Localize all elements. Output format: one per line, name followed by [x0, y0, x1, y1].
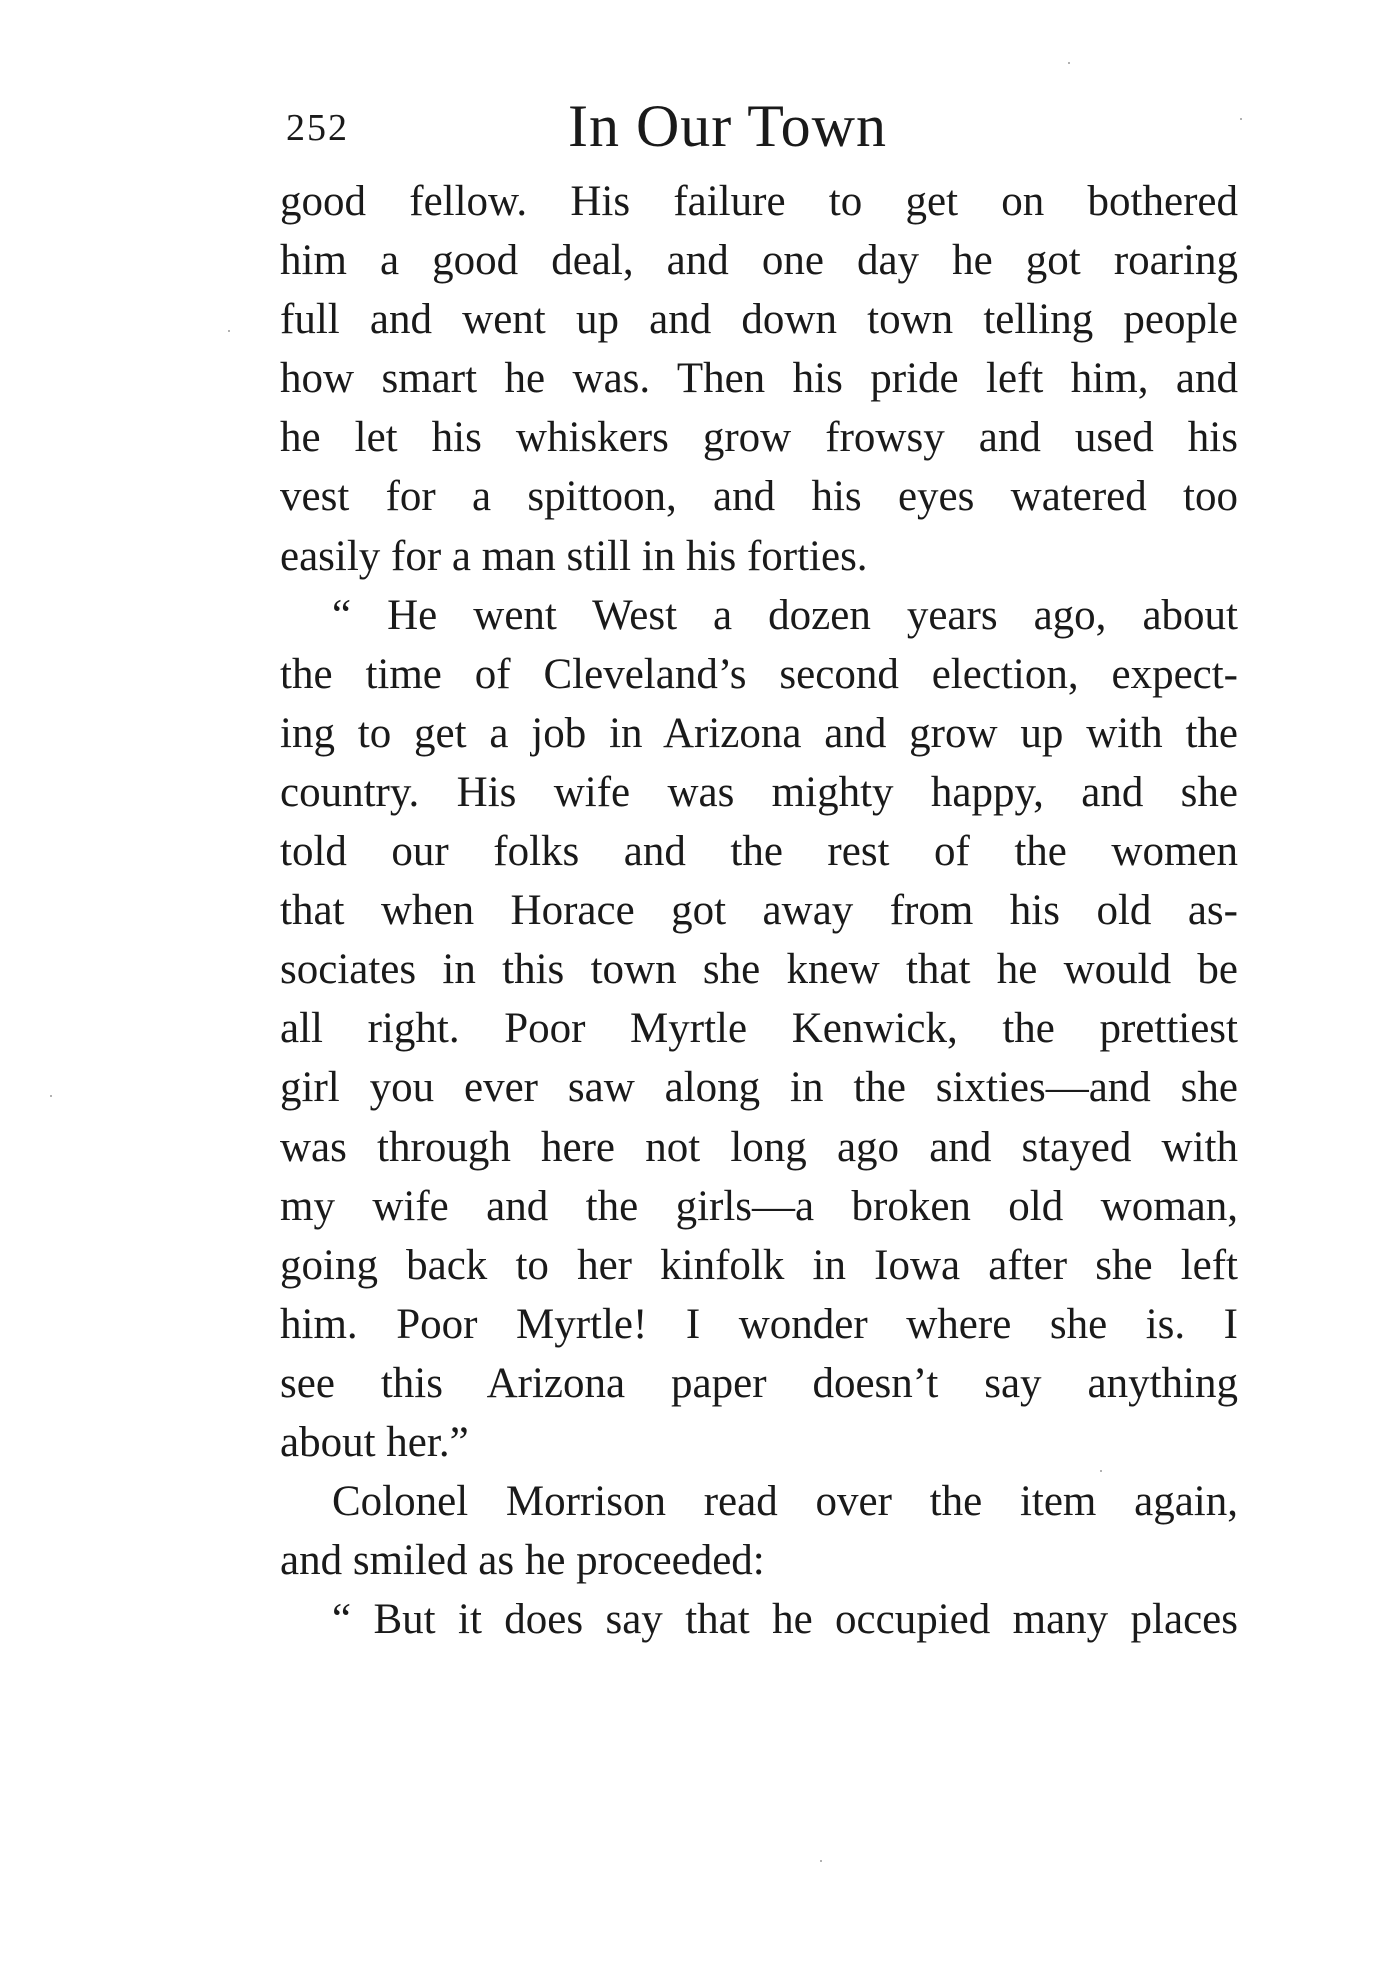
text-line: vest for a spittoon, and his eyes watered too	[280, 473, 1238, 521]
text-line: him. Poor Myrtle! I wonder where she is. I	[280, 1300, 1238, 1348]
text-line: was through here not long ago and stayed with	[280, 1123, 1238, 1171]
body-text	[280, 172, 1238, 1649]
paper-speck	[228, 330, 230, 332]
paper-speck	[50, 1095, 52, 1097]
text-line: and smiled as he proceeded:	[280, 1537, 765, 1585]
text-line: he let his whiskers grow frowsy and used his	[280, 414, 1238, 462]
paper-speck	[1068, 62, 1070, 64]
text-line: easily for a man still in his forties.	[280, 532, 868, 580]
page-number: 252	[286, 107, 349, 149]
text-line: how smart he was. Then his pride left him, and	[280, 355, 1238, 403]
paper-speck	[1240, 118, 1242, 120]
text-line: about her.”	[280, 1418, 469, 1466]
paper-speck	[1100, 1470, 1102, 1472]
text-line: girl you ever saw along in the sixties—and she	[280, 1064, 1238, 1112]
text-line: “ But it does say that he occupied many places	[332, 1596, 1238, 1644]
text-line: the time of Cleveland’s second election, expect-	[280, 650, 1238, 698]
text-line: going back to her kinfolk in Iowa after she left	[280, 1241, 1238, 1289]
text-line: that when Horace got away from his old as-	[280, 887, 1238, 935]
text-line: “ He went West a dozen years ago, about	[332, 591, 1238, 639]
text-line: country. His wife was mighty happy, and she	[280, 768, 1238, 816]
text-line: good fellow. His failure to get on bothered	[280, 178, 1238, 225]
paper-speck	[820, 1860, 822, 1862]
text-line: full and went up and down town telling people	[280, 296, 1238, 344]
text-line: Colonel Morrison read over the item again,	[332, 1478, 1238, 1526]
text-line: sociates in this town she knew that he would be	[280, 946, 1238, 994]
text-line: see this Arizona paper doesn’t say anything	[280, 1359, 1238, 1407]
text-line: all right. Poor Myrtle Kenwick, the prettiest	[280, 1005, 1238, 1053]
running-head	[278, 92, 1238, 172]
text-line: ing to get a job in Arizona and grow up with the	[280, 709, 1238, 757]
text-line: him a good deal, and one day he got roaring	[280, 237, 1238, 285]
book-title: In Our Town	[568, 93, 887, 159]
text-line: told our folks and the rest of the women	[280, 828, 1238, 876]
text-line: my wife and the girls—a broken old woman,	[280, 1182, 1238, 1230]
